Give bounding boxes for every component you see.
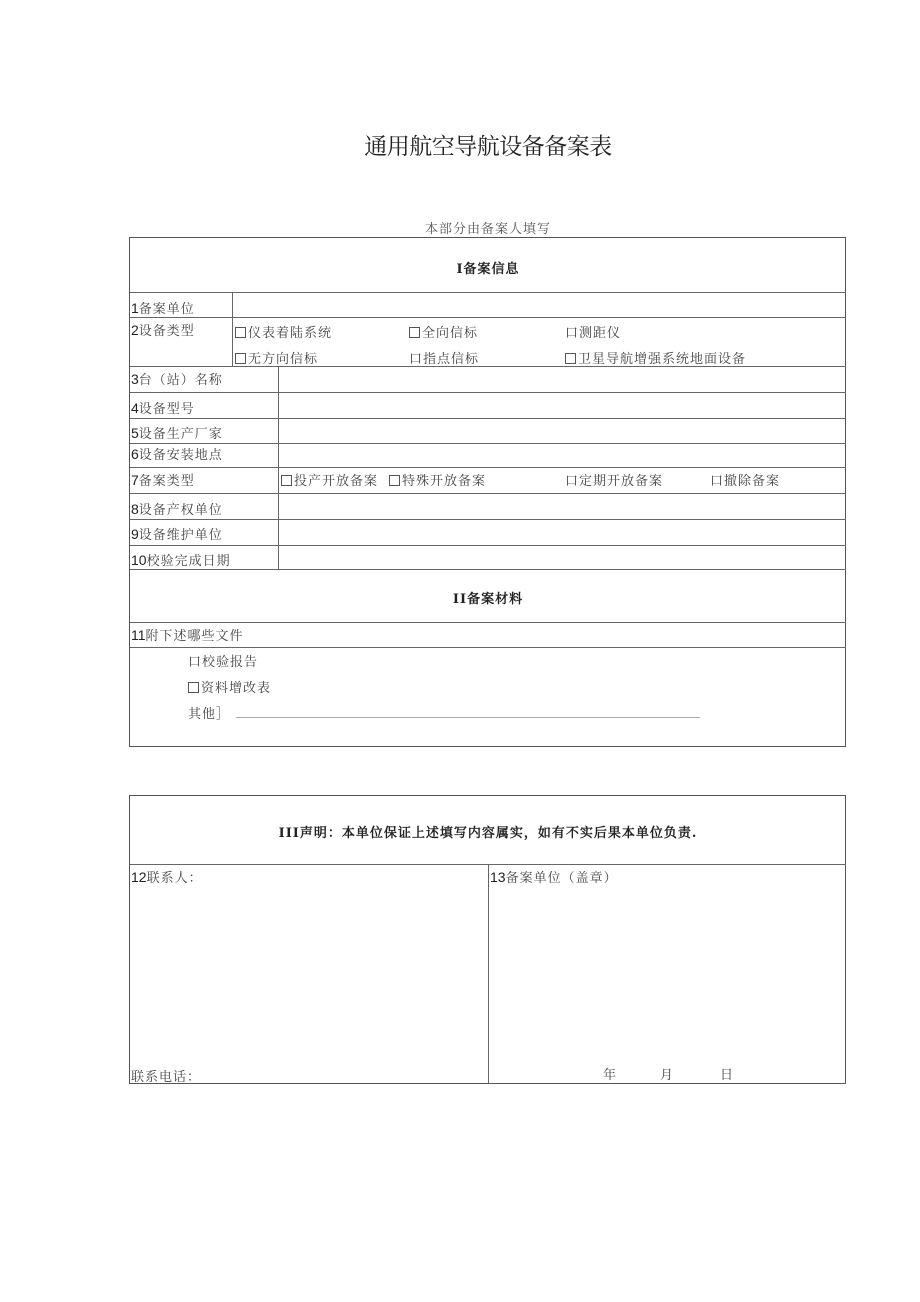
row-6-label: 6设备安装地点 [131,446,223,463]
date-year: 年 [603,1068,618,1083]
row-10-label: 10校验完成日期 [131,552,231,569]
device-type-ils[interactable]: 仪表着陆系统 [235,322,332,341]
row-9-label: 9设备维护单位 [131,526,223,543]
row-12-label: 12联系人： [131,869,203,886]
row-5-label: 5设备生产厂家 [131,425,223,442]
device-type-vor[interactable]: 全向信标 [409,322,478,341]
device-type-marker[interactable]: 口指点信标 [409,352,480,367]
checkbox-icon [188,682,199,693]
device-type-dme[interactable]: 口测距仪 [565,326,622,341]
filing-type-commissioning[interactable]: 投产开放备案 [281,470,378,489]
row-13-label: 13备案单位（盖章） [490,869,618,886]
row-3-label: 3台（站）名称 [131,371,223,388]
page-title: 通用航空导航设备备案表 [364,134,612,160]
row-8-label: 8设备产权单位 [131,501,223,518]
file-calibration-report[interactable]: 口校验报告 [188,655,259,670]
checkbox-icon [565,353,576,364]
filing-type-periodic[interactable]: 口定期开放备案 [565,474,664,489]
filing-info-table [129,237,846,747]
checkbox-icon [409,327,420,338]
row-7-label: 7备案类型 [131,472,195,489]
device-type-ndb[interactable]: 无方向信标 [235,348,318,367]
date-day: 日 [720,1068,735,1083]
file-data-amendment[interactable]: 资料增改表 [188,677,271,696]
checkbox-icon [281,475,292,486]
device-type-gbas[interactable]: 卫星导航增强系统地面设备 [565,348,746,367]
row-1-label: 1备案单位 [131,300,195,317]
date-month: 月 [660,1068,675,1083]
checkbox-icon [389,475,400,486]
filing-type-special[interactable]: 特殊开放备案 [389,470,486,489]
section1-heading: I备案信息 [456,262,520,277]
other-underline[interactable] [236,717,700,718]
row-4-label: 4设备型号 [131,400,195,417]
row-11-label: 11附下述哪些文件 [131,627,244,644]
section2-heading: II备案材料 [452,592,524,607]
declaration-text: III声明：本单位保证上述填写内容属实，如有不实后果本单位负责. [278,826,698,841]
file-other-label: 其他］ [188,707,231,722]
row-2-label: 2设备类型 [131,322,195,339]
phone-label: 联系电话： [131,1070,202,1085]
filing-type-removal[interactable]: 口撤除备案 [710,474,781,489]
page-subtitle: 本部分由备案人填写 [424,222,551,237]
checkbox-icon [235,353,246,364]
checkbox-icon [235,327,246,338]
